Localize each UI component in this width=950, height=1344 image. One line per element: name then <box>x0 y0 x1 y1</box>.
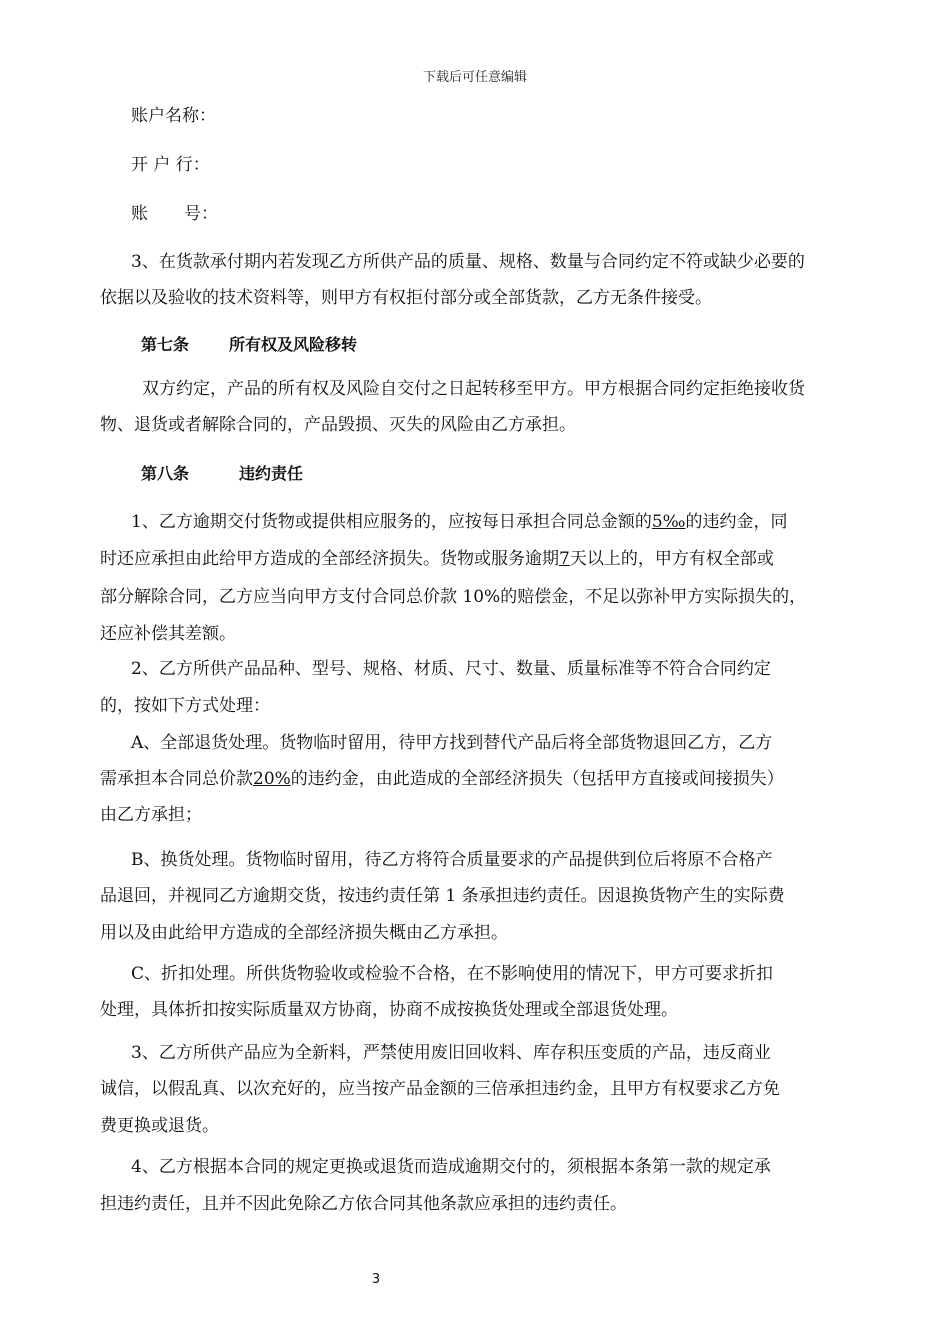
clause-8-1-line-3: 部分解除合同，乙方应当向甲方支付合同总价款 10%的赔偿金，不足以弥补甲方实际损失的， <box>100 587 807 607</box>
clause-6-3-line-1: 3、在货款承付期内若发现乙方所供产品的质量、规格、数量与合同约定不符或缺少必要的 <box>131 252 805 272</box>
clause-8-1-text-c: 时还应承担由此给甲方造成的全部经济损失。货物或服务逾期 <box>100 549 559 569</box>
bank-label: 开 户 行： <box>131 155 210 175</box>
option-a-line-1: A、全部退货处理。货物临时留用，待甲方找到替代产品后将全部货物退回乙方，乙方 <box>131 733 773 753</box>
option-c-line-2: 处理，具体折扣按实际质量双方协商，协商不成按换货处理或全部退货处理。 <box>100 1000 678 1020</box>
option-c-line-1: C、折扣处理。所供货物验收或检验不合格，在不影响使用的情况下，甲方可要求折扣 <box>131 964 774 984</box>
page-header: 下载后可任意编辑 <box>422 70 527 85</box>
overdue-days: 7 <box>559 549 570 569</box>
clause-8-4-line-2: 担违约责任，且并不因此免除乙方依合同其他条款应承担的违约责任。 <box>100 1194 627 1214</box>
clause-8-3-line-2: 诚信，以假乱真、以次充好的，应当按产品金额的三倍承担违约金，且甲方有权要求乙方免 <box>100 1079 780 1099</box>
clause-8-3-line-1: 3、乙方所供产品应为全新料，严禁使用废旧回收料、库存积压变质的产品，违反商业 <box>131 1043 771 1063</box>
article-7-title: 所有权及风险移转 <box>229 335 358 354</box>
return-penalty-rate: 20% <box>253 769 291 789</box>
article-7-number: 第七条 <box>141 335 190 354</box>
clause-8-1-text-a: 1、乙方逾期交付货物或提供相应服务的，应按每日承担合同总金额的 <box>131 512 652 532</box>
account-number-label <box>131 202 218 226</box>
article-8-heading <box>141 462 303 486</box>
article-8-title: 违约责任 <box>239 464 304 483</box>
clause-8-4-line-1: 4、乙方根据本合同的规定更换或退货而造成逾期交付的，须根据本条第一款的规定承 <box>131 1157 771 1177</box>
account-name-label: 账户名称： <box>131 106 216 126</box>
clause-8-1-line-1 <box>131 510 787 534</box>
option-a-text-b: 的违约金，由此造成的全部经济损失（包括甲方直接或间接损失） <box>290 769 784 789</box>
article-8-number: 第八条 <box>141 464 190 483</box>
option-b-line-2: 品退回，并视同乙方逾期交货，按违约责任第 1 条承担违约责任。因退换货物产生的实际费 <box>100 886 785 906</box>
clause-8-1-line-4: 还应补偿其差额。 <box>100 624 236 644</box>
article-7-text-line-1: 双方约定，产品的所有权及风险自交付之日起转移至甲方。甲方根据合同约定拒绝接收货 <box>142 379 805 399</box>
account-number-label-a: 账 <box>131 204 148 224</box>
clause-8-1-text-b: 的违约金，同 <box>685 512 788 532</box>
clause-6-3-line-2: 依据以及验收的技术资料等，则甲方有权拒付部分或全部货款，乙方无条件接受。 <box>100 288 712 308</box>
article-7-heading <box>141 333 357 357</box>
article-7-text-line-2: 物、退货或者解除合同的，产品毁损、灭失的风险由乙方承担。 <box>100 415 576 435</box>
clause-8-1-text-d: 天以上的，甲方有权全部或 <box>569 549 774 569</box>
clause-8-2-line-1: 2、乙方所供产品品种、型号、规格、材质、尺寸、数量、质量标准等不符合合同约定 <box>131 659 771 679</box>
page-number: 3 <box>371 1272 381 1287</box>
clause-8-3-line-3: 费更换或退货。 <box>100 1116 219 1136</box>
penalty-rate: 5‰ <box>651 512 686 532</box>
option-b-line-1: B、换货处理。货物临时留用，待乙方将符合质量要求的产品提供到位后将原不合格产 <box>131 850 773 870</box>
account-number-label-b: 号： <box>184 204 218 224</box>
clause-8-2-line-2: 的，按如下方式处理： <box>100 696 270 716</box>
option-b-line-3: 用以及由此给甲方造成的全部经济损失概由乙方承担。 <box>100 923 508 943</box>
option-a-text-a: 需承担本合同总价款 <box>100 769 253 789</box>
clause-8-1-line-2 <box>100 547 774 571</box>
option-a-line-2 <box>100 767 784 791</box>
option-a-line-3: 由乙方承担； <box>100 805 202 825</box>
